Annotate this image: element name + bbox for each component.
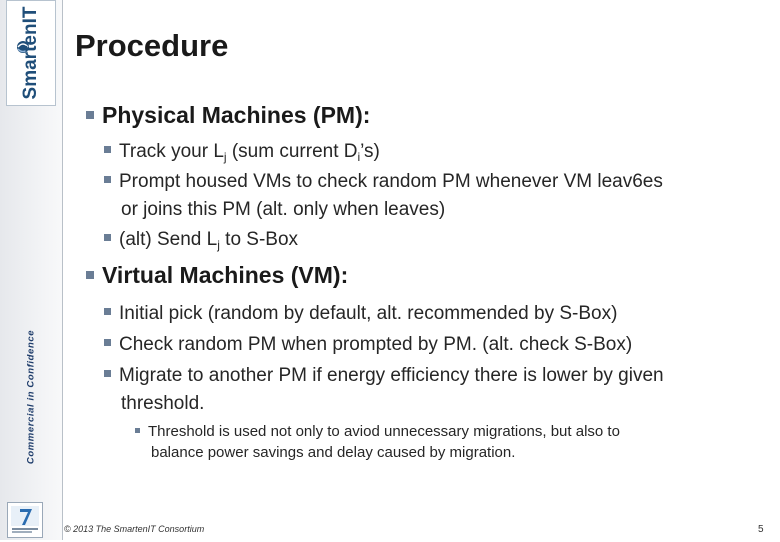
smartenit-logo — [6, 0, 56, 106]
bullet-square-icon — [104, 308, 111, 315]
confidentiality-note: Commercial in Confidence — [25, 329, 37, 465]
fp7-icon — [8, 503, 42, 537]
fp7-logo — [7, 502, 43, 538]
threshold-note-cont: balance power savings and delay caused by migration. — [151, 444, 516, 461]
bullet-square-icon — [104, 370, 111, 377]
vm-item-migrate: Migrate to another PM if energy efficiency there is lower by given — [104, 364, 664, 387]
bullet-square-icon — [104, 176, 111, 183]
bullet-square-icon — [104, 234, 111, 241]
sidebar-divider — [62, 0, 63, 540]
pm-item-prompt-cont: or joins this PM (alt. only when leaves) — [121, 199, 446, 220]
bullet-square-icon — [104, 146, 111, 153]
pm-item-prompt: Prompt housed VMs to check random PM whenever VM leav6es — [104, 170, 663, 193]
vm-item-migrate-cont: threshold. — [121, 393, 205, 414]
bullet-square-icon — [86, 271, 94, 279]
vm-heading: Virtual Machines (VM): — [86, 262, 348, 289]
footer-copyright: © 2013 The SmartenIT Consortium — [64, 524, 205, 534]
page-number: 5 — [758, 524, 764, 535]
bullet-square-icon — [104, 339, 111, 346]
pm-item-send: (alt) Send $L_j$ to S-Box — [104, 228, 298, 251]
bullet-square-icon — [86, 111, 94, 119]
logo-text: SmartenIT — [20, 6, 41, 100]
pm-heading: Physical Machines (PM): — [86, 102, 370, 129]
vm-item-initial-pick: Initial pick (random by default, alt. recommended by S-Box) — [104, 302, 617, 325]
threshold-note: Threshold is used not only to aviod unnecessary migrations, but also to — [135, 421, 735, 442]
slide-title: Procedure — [75, 28, 229, 63]
vm-item-check: Check random PM when prompted by PM. (alt. check S-Box) — [104, 333, 632, 356]
pm-item-track: Track your $L_j$ (sum current $D_i’s$) — [104, 140, 380, 163]
bullet-square-icon — [135, 428, 140, 433]
